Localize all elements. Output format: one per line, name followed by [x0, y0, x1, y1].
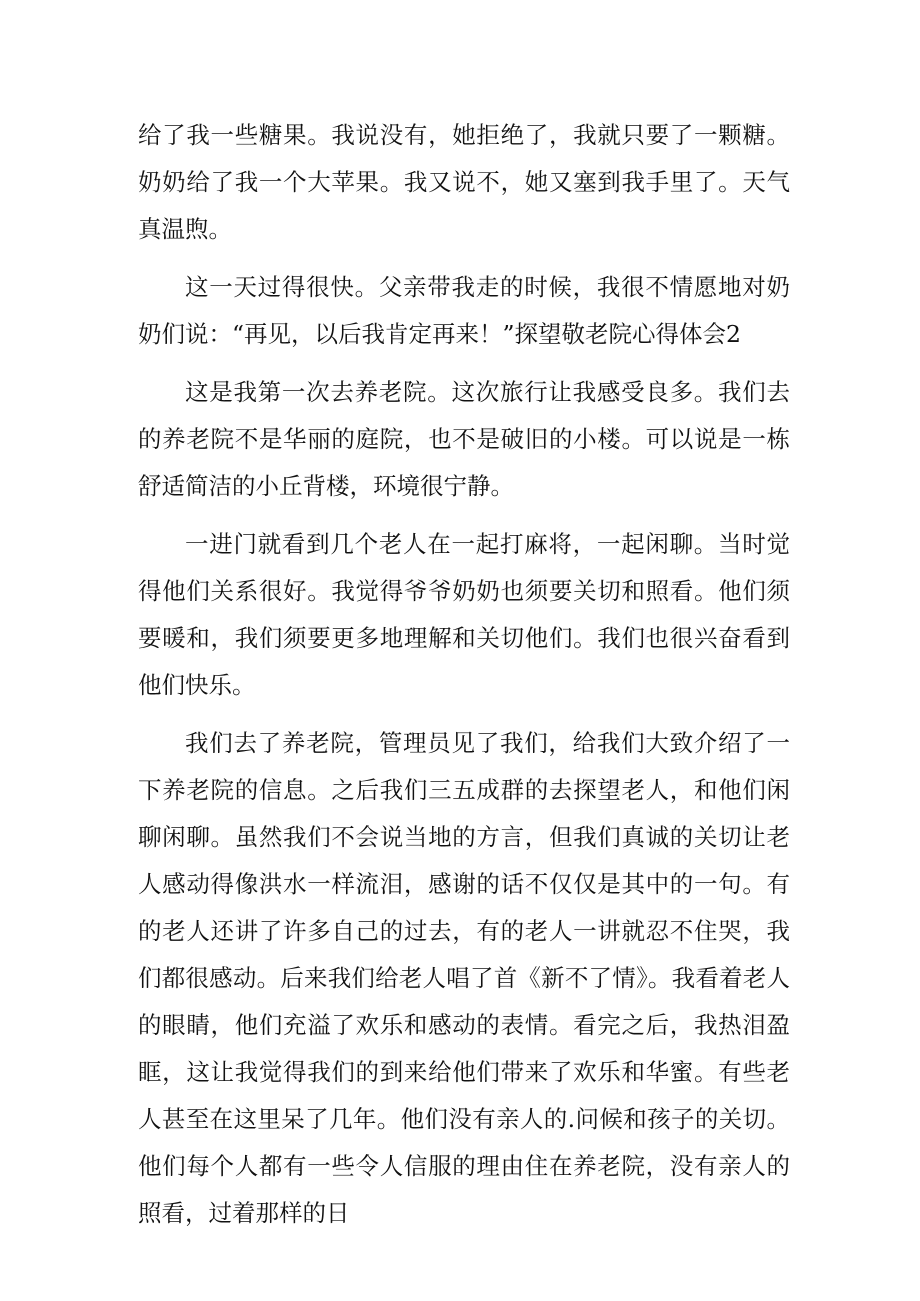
paragraph-5: 我们去了养老院，管理员见了我们，给我们大致介绍了一下养老院的信息。之后我们三五成群的去探望老人，和他们闲聊闲聊。虽然我们不会说当地的方言，但我们真诚的关切让老人感动得像洪水一样流泪，感谢的话不仅仅是其中的一句。有的老人还讲了许多自己的过去，有的老人一讲就忍不住哭，我们都很感动。后来我们给老人唱了首《新不了情》。我看着老人的眼睛，他们充溢了欢乐和感动的表情。看完之后，我热泪盈眶，这让我觉得我们的到来给他们带来了欢乐和华蜜。有些老人甚至在这里呆了几年。他们没有亲人的.问候和孩子的关切。他们每个人都有一些令人信服的理由住在养老院，没有亲人的照看，过着那样的日: [138, 729, 790, 1227]
paragraph-1: 给了我一些糖果。我说没有，她拒绝了，我就只要了一颗糖。奶奶给了我一个大苹果。我又说不，她又塞到我手里了。天气真温煦。: [138, 121, 790, 243]
paragraph-2: 这一天过得很快。父亲带我走的时候，我很不情愿地对奶奶们说：“再见，以后我肯定再来！”探望敬老院心得体会2: [138, 273, 790, 348]
document-page: [138, 112, 790, 1248]
paragraph-3: 这是我第一次去养老院。这次旅行让我感受良多。我们去的养老院不是华丽的庭院，也不是破旧的小楼。可以说是一栋舒适简洁的小丘背楼，环境很宁静。: [138, 378, 790, 500]
paragraph-4: 一进门就看到几个老人在一起打麻将，一起闲聊。当时觉得他们关系很好。我觉得爷爷奶奶也须要关切和照看。他们须要暖和，我们须要更多地理解和关切他们。我们也很兴奋看到他们快乐。: [138, 530, 790, 699]
